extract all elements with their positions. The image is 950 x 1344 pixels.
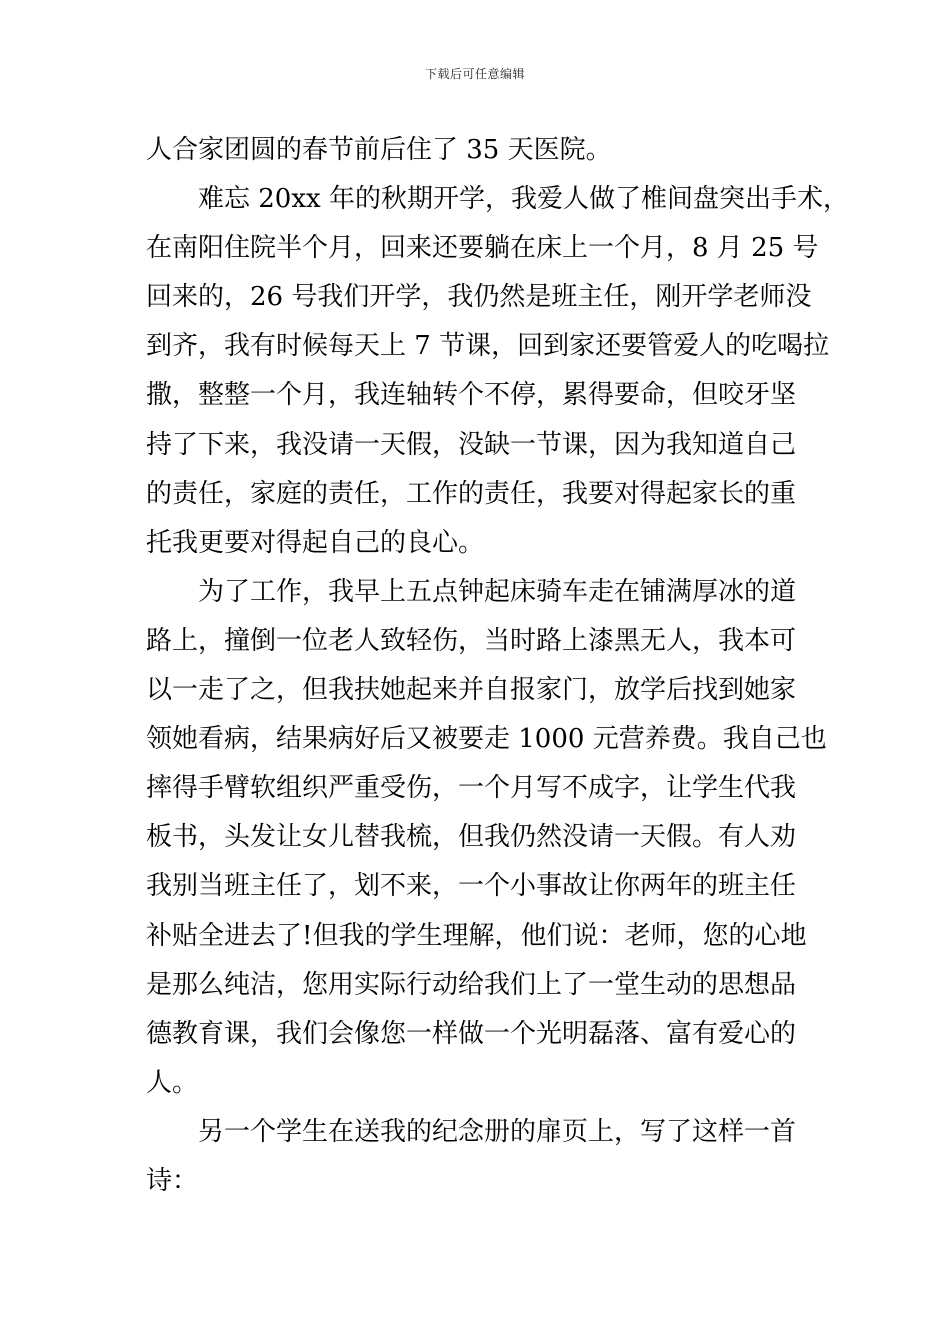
text-line: 路上，撞倒一位老人致轻伤，当时路上漆黑无人，我本可 — [146, 625, 797, 656]
text-line: 我别当班主任了，划不来，一个小事故让你两年的班主任 — [146, 871, 797, 902]
paragraph — [146, 568, 826, 1108]
text-line: 到齐，我有时候每天上 7 节课，回到家还要管爱人的吃喝拉 — [146, 331, 830, 362]
text-line: 托我更要对得起自己的良心。 — [146, 527, 485, 558]
paragraph — [146, 175, 849, 568]
paragraph — [146, 126, 826, 175]
text-line: 摔得手臂软组织严重受伤，一个月写不成字，让学生代我 — [146, 773, 797, 804]
text-line: 撒，整整一个月，我连轴转个不停，累得要命，但咬牙坚 — [146, 380, 797, 411]
text-line: 以一走了之，但我扶她起来并自报家门，放学后找到她家 — [146, 675, 797, 706]
text-line: 另一个学生在送我的纪念册的扉页上，写了这样一首 — [198, 1116, 797, 1147]
text-line: 为了工作，我早上五点钟起床骑车走在铺满厚冰的道 — [198, 576, 797, 607]
text-line: 人合家团圆的春节前后住了 35 天医院。 — [146, 135, 612, 165]
text-line: 在南阳住院半个月，回来还要躺在床上一个月，8 月 25 号 — [146, 233, 819, 264]
text-line: 的责任，家庭的责任，工作的责任，我要对得起家长的重 — [146, 478, 797, 509]
text-line: 是那么纯洁，您用实际行动给我们上了一堂生动的思想品 — [146, 969, 797, 1000]
text-line: 诗： — [146, 1165, 199, 1196]
text-line: 补贴全进去了!但我的学生理解，他们说：老师，您的心地 — [146, 920, 807, 951]
text-line: 人。 — [146, 1067, 199, 1098]
text-line: 难忘 20xx 年的秋期开学，我爱人做了椎间盘突出手术， — [198, 184, 849, 215]
paragraph — [146, 1108, 826, 1206]
text-line: 回来的，26 号我们开学，我仍然是班主任，刚开学老师没 — [146, 282, 812, 313]
text-line: 领她看病，结果病好后又被要走 1000 元营养费。我自己也 — [146, 724, 827, 755]
document-body — [146, 126, 849, 1206]
text-line: 持了下来，我没请一天假，没缺一节课，因为我知道自己 — [146, 429, 797, 460]
text-line: 德教育课，我们会像您一样做一个光明磊落、富有爱心的 — [146, 1018, 797, 1049]
page-header-note: 下载后可任意编辑 — [424, 67, 525, 81]
text-line: 板书，头发让女儿替我梳，但我仍然没请一天假。有人劝 — [146, 822, 797, 853]
